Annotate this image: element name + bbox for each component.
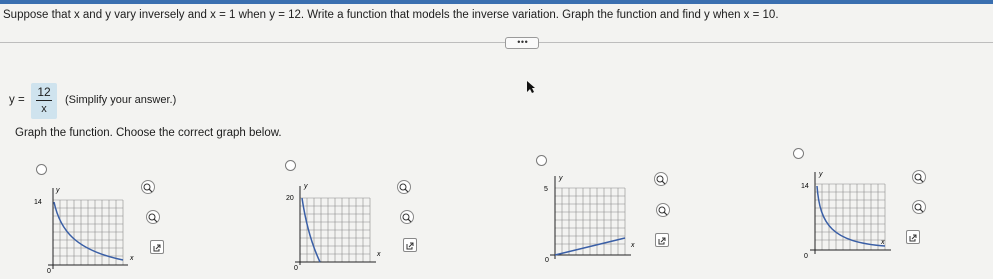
option-a-y-tick: 14 bbox=[34, 199, 42, 206]
option-b-origin: 0 bbox=[294, 265, 298, 272]
answer-lhs: y = bbox=[9, 94, 25, 106]
option-c-zoom-out-icon[interactable] bbox=[656, 203, 670, 217]
option-c-radio[interactable] bbox=[536, 155, 547, 166]
option-b-grid bbox=[300, 198, 370, 262]
graph-instruction: Graph the function. Choose the correct graph below. bbox=[15, 127, 282, 139]
option-a-expand-icon[interactable] bbox=[150, 240, 164, 254]
option-b-graph[interactable] bbox=[280, 170, 400, 279]
mouse-cursor-icon bbox=[526, 80, 536, 94]
option-c-zoom-in-icon[interactable] bbox=[654, 172, 668, 186]
option-a-graph[interactable] bbox=[30, 170, 150, 279]
option-a-curve bbox=[54, 202, 123, 260]
option-b-expand-icon[interactable] bbox=[403, 238, 417, 252]
answer-fraction-input[interactable] bbox=[31, 83, 57, 119]
option-c-y-label: y bbox=[559, 175, 563, 182]
option-a-grid bbox=[53, 200, 123, 265]
top-bar bbox=[0, 0, 993, 4]
simplify-hint: (Simplify your answer.) bbox=[65, 94, 177, 106]
option-d-radio[interactable] bbox=[793, 148, 804, 159]
option-d-expand-icon[interactable] bbox=[906, 230, 920, 244]
option-b-zoom-in-icon[interactable] bbox=[397, 180, 411, 194]
option-c-x-label: x bbox=[631, 242, 635, 249]
option-b-zoom-out-icon[interactable] bbox=[400, 210, 414, 224]
option-d-y-label: y bbox=[819, 171, 823, 178]
fraction-numerator: 12 bbox=[37, 85, 51, 99]
option-d-graph[interactable] bbox=[792, 170, 912, 279]
option-c-grid bbox=[555, 188, 625, 255]
option-c-y-tick: 5 bbox=[544, 186, 548, 193]
option-a-origin: 0 bbox=[47, 268, 51, 275]
option-b-x-label: x bbox=[377, 251, 381, 258]
option-d-x-label: x bbox=[881, 239, 885, 246]
option-c-graph[interactable] bbox=[533, 170, 653, 279]
fraction-denominator: x bbox=[41, 103, 47, 115]
option-c-expand-icon[interactable] bbox=[655, 233, 669, 247]
question-text: Suppose that x and y vary inversely and x = 1 when y = 12. Write a function that models the inverse variation. Graph the function and find y when x = 10. bbox=[3, 9, 779, 21]
more-button[interactable]: • • • bbox=[505, 37, 539, 49]
fraction-bar bbox=[36, 100, 52, 101]
option-d-zoom-in-icon[interactable] bbox=[912, 170, 926, 184]
option-a-y-label: y bbox=[56, 187, 60, 194]
option-a-zoom-out-icon[interactable] bbox=[146, 210, 160, 224]
option-a-x-label: x bbox=[130, 255, 134, 262]
option-a-zoom-in-icon[interactable] bbox=[141, 180, 155, 194]
option-b-y-tick: 20 bbox=[286, 195, 294, 202]
option-d-origin: 0 bbox=[804, 253, 808, 260]
option-c-origin: 0 bbox=[545, 257, 549, 264]
option-d-y-tick: 14 bbox=[801, 183, 809, 190]
option-b-y-label: y bbox=[304, 183, 308, 190]
divider bbox=[0, 42, 993, 43]
option-d-zoom-out-icon[interactable] bbox=[912, 200, 926, 214]
